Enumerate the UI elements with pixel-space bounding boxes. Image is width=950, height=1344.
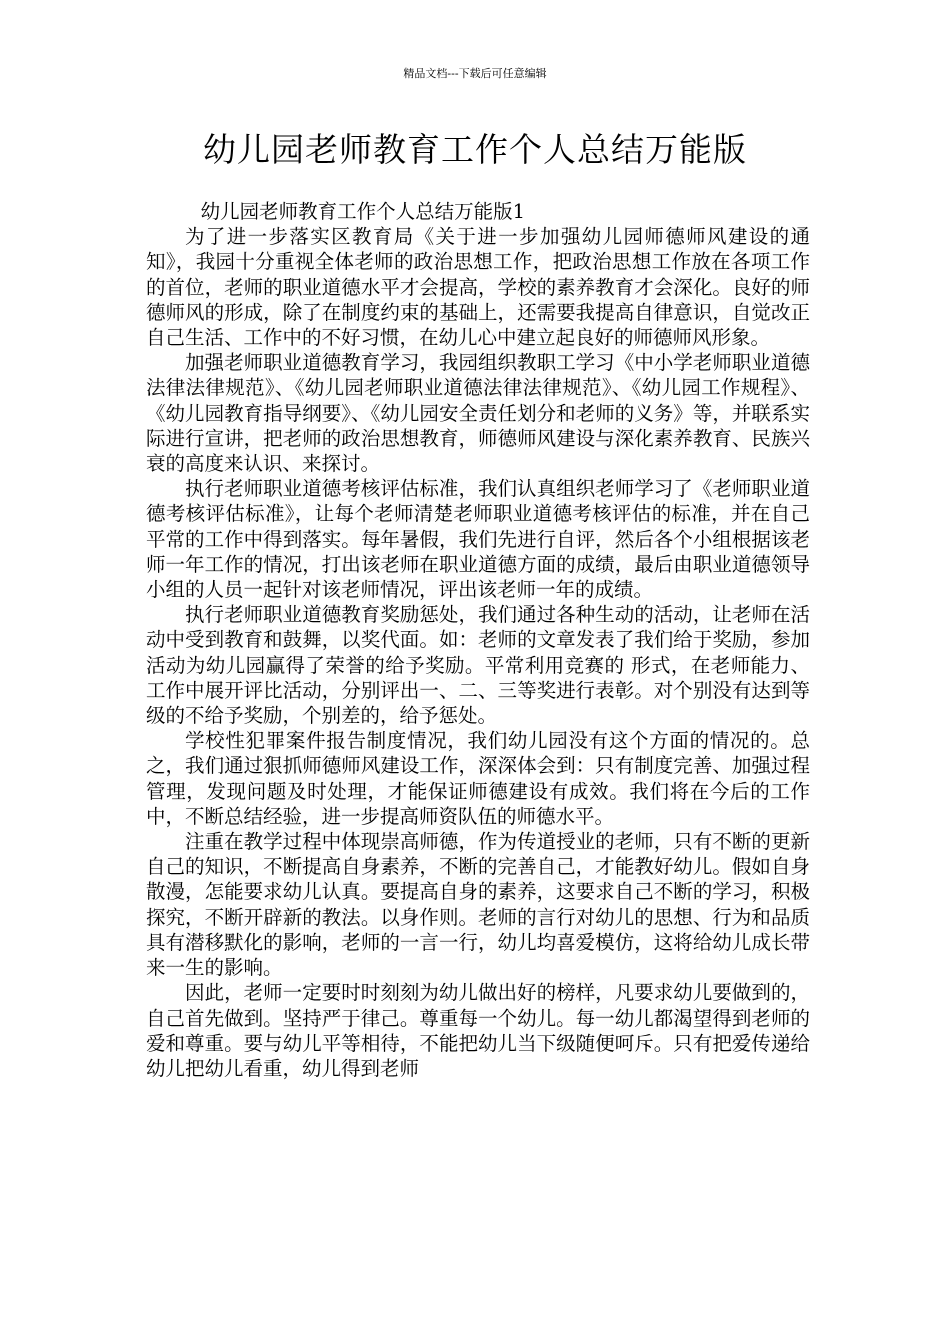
body-paragraph: 为了进一步落实区教育局《关于进一步加强幼儿园师德师风建设的通知》，我园十分重视全体老师的政治思想工作，把政治思想工作放在各项工作的首位，老师的职业道德水平才会提高，学校的素养教育才会深化。良好的师德师风的形成，除了在制度约束的基础上，还需要我提高自律意识，自觉改正自己生活、工作中的不好习惯，在幼儿心中建立起良好的师德师风形象。	[146, 225, 810, 350]
document-subtitle: 幼儿园老师教育工作个人总结万能版1	[200, 200, 526, 223]
body-paragraph: 执行老师职业道德考核评估标准，我们认真组织老师学习了《老师职业道德考核评估标准》，让每个老师清楚老师职业道德考核评估的标准，并在自己平常的工作中得到落实。每年暑假，我们先进行自评，然后各个小组根据该老师一年工作的情况，打出该老师在职业道德方面的成绩，最后由职业道德领导小组的人员一起针对该老师情况，评出该老师一年的成绩。	[146, 477, 810, 602]
document-title: 幼儿园老师教育工作个人总结万能版	[203, 130, 747, 169]
body-paragraph: 注重在教学过程中体现崇高师德，作为传道授业的老师，只有不断的更新自己的知识，不断提高自身素养，不断的完善自己，才能教好幼儿。假如自身散漫，怎能要求幼儿认真。要提高自身的素养，这要求自己不断的学习，积极探究，不断开辟新的教法。以身作则。老师的言行对幼儿的思想、行为和品质具有潜移默化的影响，老师的一言一行，幼儿均喜爱模仿，这将给幼儿成长带来一生的影响。	[146, 830, 810, 980]
body-paragraph: 因此，老师一定要时时刻刻为幼儿做出好的榜样，凡要求幼儿要做到的，自己首先做到。坚持严于律己。尊重每一个幼儿。每一幼儿都渴望得到老师的爱和尊重。要与幼儿平等相待，不能把幼儿当下级随便呵斥。只有把爱传递给幼儿把幼儿看重，幼儿得到老师	[146, 981, 810, 1080]
body-paragraph: 加强老师职业道德教育学习，我园组织教职工学习《中小学老师职业道德法律法律规范》、《幼儿园老师职业道德法律法律规范》、《幼儿园工作规程》、《幼儿园教育指导纲要》、《幼儿园安全责任划分和老师的义务》等，并联系实际进行宣讲，把老师的政治思想教育，师德师风建设与深化素养教育、民族兴衰的高度来认识、来探讨。	[146, 351, 810, 476]
body-paragraph: 学校性犯罪案件报告制度情况，我们幼儿园没有这个方面的情况的。总之，我们通过狠抓师德师风建设工作，深深体会到：只有制度完善、加强过程管理，发现问题及时处理，才能保证师德建设有成效。我们将在今后的工作中，不断总结经验，进一步提高师资队伍的师德水平。	[146, 729, 810, 828]
body-paragraph: 执行老师职业道德教育奖励惩处，我们通过各种生动的活动，让老师在活动中受到教育和鼓舞，以奖代面。如：老师的文章发表了我们给于奖励，参加活动为幼儿园赢得了荣誉的给予奖励。平常利用竞赛的 形式，在老师能力、工作中展开评比活动，分别评出一、二、三等奖进行表彰。对个别没有达到等级的不给予奖励，个别差的，给予惩处。	[146, 603, 810, 728]
page-header: 精品文档---下载后可任意编辑	[403, 67, 547, 80]
document-body	[146, 199, 810, 1081]
